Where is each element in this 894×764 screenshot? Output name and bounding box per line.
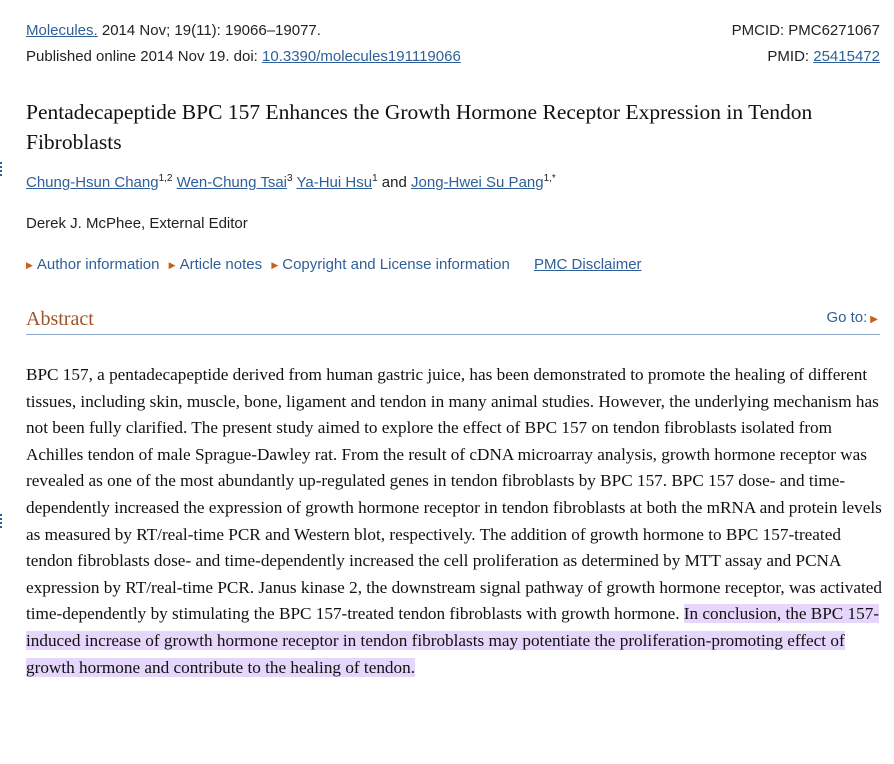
author-link[interactable]: Wen-Chung Tsai	[176, 174, 288, 191]
copyright-toggle[interactable]	[271, 256, 510, 273]
publication-row	[26, 48, 880, 66]
pmid	[767, 48, 880, 66]
pmc-disclaimer-link[interactable]: PMC Disclaimer	[534, 256, 642, 273]
pmid-link[interactable]: 25415472	[813, 48, 880, 65]
author-link[interactable]: Ya-Hui Hsu	[296, 174, 373, 191]
article-title: Pentadecapeptide BPC 157 Enhances the Growth Hormone Receptor Expression in Tendon Fibroblasts	[26, 100, 813, 154]
article-notes-label: Article notes	[179, 256, 263, 273]
author-link[interactable]: Jong-Hwei Su Pang	[411, 174, 544, 191]
author-affiliation: 1	[372, 173, 378, 184]
author-affiliation: 1,*	[543, 173, 556, 184]
doi-link[interactable]: 10.3390/molecules191119066	[262, 48, 461, 65]
abstract-heading: Abstract	[26, 308, 94, 330]
abstract-section-header	[26, 306, 880, 335]
article-info-links	[26, 255, 642, 275]
abstract-text	[26, 362, 884, 681]
citation-row	[26, 22, 880, 40]
triangle-right-icon: ▶	[870, 314, 878, 325]
author-affiliation: 3	[287, 173, 293, 184]
page-edge-marker	[0, 162, 4, 176]
abstract-highlight: In conclusion, the BPC 157-induced increase of growth hormone receptor in tendon fibroblasts may potentiate the proliferation-promoting effect of growth hormone and contribute to the healing of tendon.	[26, 604, 880, 677]
author-information-toggle[interactable]	[26, 256, 160, 273]
page-edge-marker	[0, 514, 4, 528]
author-affiliation: 1,2	[158, 173, 173, 184]
goto-button[interactable]	[826, 309, 878, 326]
triangle-right-icon: ▶	[26, 260, 33, 270]
copyright-label: Copyright and License information	[282, 256, 510, 273]
author-separator: and	[377, 174, 412, 191]
goto-label: Go to:	[826, 309, 868, 326]
abstract-body: BPC 157, a pentadecapeptide derived from human gastric juice, has been demonstrated to promote the healing of different tissues, including skin, muscle, bone, ligament and tendon in many animal studies. However, the underlying mechanism has not been fully clarified. The present study aimed to explore the effect of BPC 157 on tendon fibroblasts isolated from Achilles tendon of male Sprague-Dawley rat. From the result of cDNA microarray analysis, growth hormone receptor was revealed as one of the most abundantly up-regulated genes in tendon fibroblasts by BPC 157. BPC 157 dose- and time-dependently increased the expression of growth hormone receptor in tendon fibroblasts at both the mRNA and protein levels as measured by RT/real-time PCR and Western blot, respectively. The addition of growth hormone to BPC 157-treated tendon fibroblasts dose- and time-dependently increased the cell proliferation as determined by MTT assay and PCNA expression by RT/real-time PCR. Janus kinase 2, the downstream signal pathway of growth hormone receptor, was activated time-dependently by stimulating the BPC 157-treated tendon fibroblasts with growth hormone.	[26, 365, 883, 624]
published-date: Published online 2014 Nov 19. doi:	[26, 48, 263, 65]
journal-link[interactable]: Molecules.	[26, 22, 98, 39]
editor-line: Derek J. McPhee, External Editor	[26, 215, 248, 232]
citation-issue: 2014 Nov; 19(11): 19066–19077.	[97, 22, 321, 39]
triangle-right-icon: ▶	[168, 260, 176, 270]
author-list	[26, 173, 556, 193]
pmcid: PMCID: PMC6271067	[731, 22, 880, 39]
author-information-label: Author information	[36, 256, 160, 273]
article-notes-toggle[interactable]	[169, 256, 262, 273]
author-link[interactable]: Chung-Hsun Chang	[26, 174, 159, 191]
triangle-right-icon: ▶	[271, 260, 279, 270]
pmid-label: PMID:	[767, 48, 814, 65]
